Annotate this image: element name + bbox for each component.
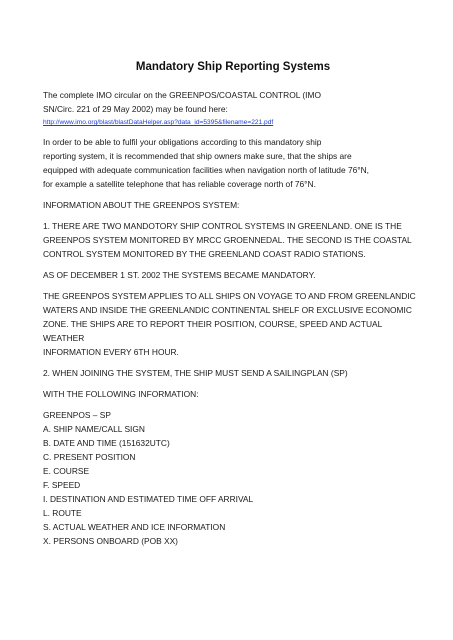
list-item: A. SHIP NAME/CALL SIGN: [43, 424, 145, 434]
list-item: I. DESTINATION AND ESTIMATED TIME OFF ARRIVAL: [43, 494, 254, 504]
greenpos-sp-list: [43, 422, 423, 548]
greenpos-sp-title: GREENPOS – SP: [43, 410, 111, 420]
intro-paragraph: [43, 88, 423, 128]
list-item: E. COURSE: [43, 466, 90, 476]
intro-text: The complete IMO circular on the GREENPOS/COASTAL CONTROL (IMO SN/Circ. 221 of 29 May 2002) may be found here:: [43, 90, 321, 114]
paragraph-applies-to: THE GREENPOS SYSTEM APPLIES TO ALL SHIPS ON VOYAGE TO AND FROM GREENLANDIC WATERS AND INSIDE THE GREENLANDIC CONTINENTAL SHELF OR EXCLUSIVE ECONOMIC ZONE. THE SHIPS ARE TO REPORT THEIR POSITION, COURSE, SPEED AND ACTUAL WEATHER INFORMATION EVERY 6TH HOUR.: [43, 291, 416, 357]
list-item: X. PERSONS ONBOARD (POB XX): [43, 536, 178, 546]
list-item: F. SPEED: [43, 480, 81, 490]
document-title: Mandatory Ship Reporting Systems: [135, 61, 331, 73]
document-body: [43, 60, 423, 548]
paragraph-mandatory-date: AS OF DECEMBER 1 ST. 2002 THE SYSTEMS BECAME MANDATORY.: [43, 270, 316, 280]
paragraph-following-info: WITH THE FOLLOWING INFORMATION:: [43, 389, 199, 399]
list-item: B. DATE AND TIME (151632UTC): [43, 438, 170, 448]
paragraph-joining-system: 2. WHEN JOINING THE SYSTEM, THE SHIP MUST SEND A SAILINGPLAN (SP): [43, 368, 348, 378]
paragraph-two-systems: 1. THERE ARE TWO MANDOTORY SHIP CONTROL SYSTEMS IN GREENLAND. ONE IS THE GREENPOS SYSTEM MONITORED BY MRCC GROENNEDAL. THE SECOND IS THE COASTAL CONTROL SYSTEM MONITORED BY THE GREENLAND COAST RADIO STATIONS.: [43, 221, 412, 259]
list-item: L. ROUTE: [43, 508, 82, 518]
imo-circular-link[interactable]: http://www.imo.org/blast/blastDataHelper.asp?data_id=5395&filename=221.pdf: [43, 119, 274, 126]
paragraph-obligations: In order to be able to fulfil your obligations according to this mandatory ship reporting system, it is recommended that ship owners make sure, that the ships are equipped with adequate communication facilities when navigation north of latitude 76°N, for example a satellite telephone that has reliable coverage north of 76°N.: [43, 137, 369, 189]
list-item: C. PRESENT POSITION: [43, 452, 136, 462]
paragraph-greenpos-heading: INFORMATION ABOUT THE GREENPOS SYSTEM:: [43, 200, 240, 210]
list-item: S. ACTUAL WEATHER AND ICE INFORMATION: [43, 522, 226, 532]
